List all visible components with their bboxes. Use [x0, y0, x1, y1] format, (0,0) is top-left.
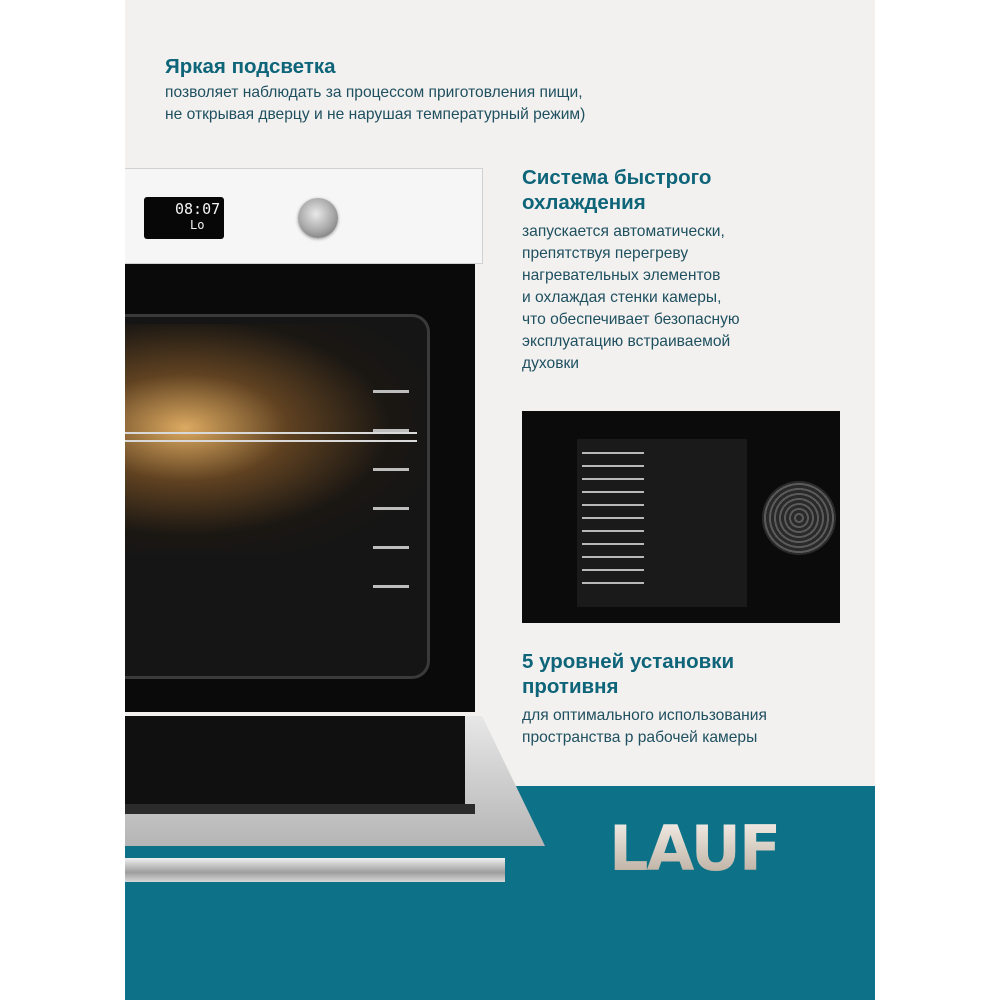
product-card — [125, 0, 875, 1000]
feature-2-desc: запускается автоматически, препятствуя перегреву нагревательных элементов и охлаждая стенки камеры, что обеспечивает безопасную эксплуатацию встраиваемой духовки — [522, 223, 740, 372]
oven-display — [144, 197, 224, 239]
brand-logo: LAUF — [609, 812, 780, 885]
feature-2-title: Система быстрого охлаждения — [522, 166, 712, 214]
feature-1-desc: позволяет наблюдать за процессом приготовления пищи, не открывая дверцу и не нарушая температурный режим) — [165, 84, 586, 123]
shelf-rails — [582, 441, 644, 591]
oven-image — [125, 168, 485, 868]
side-rail — [373, 354, 409, 614]
display-time: 08:07 — [175, 200, 221, 218]
control-panel — [125, 168, 483, 264]
door-handle — [125, 858, 505, 882]
oven-door — [125, 716, 545, 846]
oven-cavity — [125, 264, 475, 712]
control-knob — [298, 198, 338, 238]
door-strip — [125, 804, 475, 814]
display-mode: Lo — [190, 218, 205, 232]
fan-icon — [762, 481, 836, 555]
oven-interior-photo — [522, 411, 840, 623]
feature-3-title: 5 уровней установки противня — [522, 650, 735, 698]
feature-1-title: Яркая подсветка — [165, 55, 336, 78]
feature-3-desc: для оптимального использования пространства р рабочей камеры — [522, 707, 767, 746]
door-glass — [125, 716, 465, 804]
